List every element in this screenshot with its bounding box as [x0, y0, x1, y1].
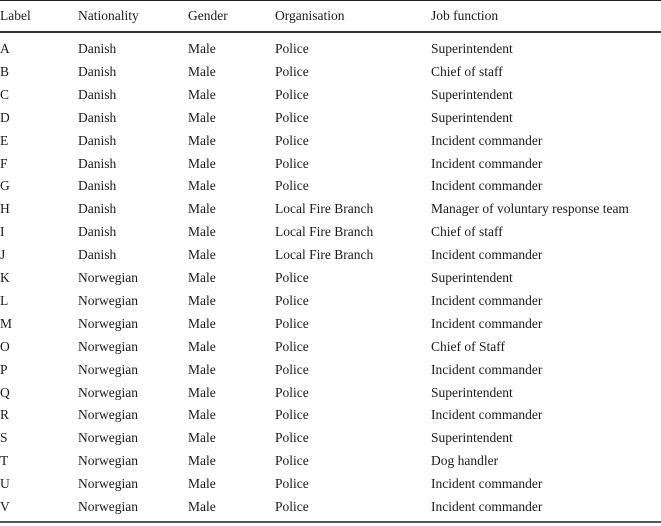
cell-label: L	[0, 292, 9, 308]
cell-gender: Male	[188, 407, 216, 423]
header-row	[0, 7, 661, 30]
cell-label: D	[0, 109, 10, 125]
top-rule	[0, 0, 661, 1]
cell-gender: Male	[188, 178, 216, 194]
cell-nationality: Norwegian	[78, 430, 138, 446]
cell-gender: Male	[188, 86, 216, 102]
cell-label: M	[0, 315, 13, 331]
cell-nationality: Danish	[78, 224, 117, 240]
cell-gender: Male	[188, 361, 216, 377]
cell-gender: Male	[188, 384, 216, 400]
cell-job-function: Incident commander	[431, 178, 543, 194]
cell-nationality: Danish	[78, 201, 117, 217]
cell-job-function: Superintendent	[431, 86, 513, 102]
cell-organisation: Police	[275, 63, 309, 79]
cell-nationality: Danish	[78, 247, 117, 263]
cell-label: V	[0, 499, 10, 514]
cell-job-function: Incident commander	[431, 476, 543, 492]
table-row	[0, 384, 661, 407]
cell-organisation: Police	[275, 384, 309, 400]
table-row	[0, 109, 661, 132]
cell-gender: Male	[188, 132, 216, 148]
cell-job-function: Incident commander	[431, 499, 543, 514]
cell-organisation: Police	[275, 292, 309, 308]
header-organisation: Organisation	[275, 8, 345, 23]
cell-job-function: Manager of voluntary response team	[431, 201, 629, 217]
cell-gender: Male	[188, 247, 216, 263]
cell-nationality: Danish	[78, 178, 117, 194]
cell-organisation: Police	[275, 499, 309, 514]
cell-label: G	[0, 178, 10, 194]
cell-job-function: Incident commander	[431, 361, 543, 377]
cell-organisation: Police	[275, 361, 309, 377]
cell-label: T	[0, 453, 9, 469]
table-row	[0, 452, 661, 475]
cell-gender: Male	[188, 63, 216, 79]
cell-organisation: Police	[275, 270, 309, 285]
cell-label: I	[0, 224, 5, 240]
cell-nationality: Danish	[78, 63, 117, 79]
cell-label: O	[0, 338, 10, 354]
table-row	[0, 132, 661, 155]
cell-organisation: Police	[275, 315, 309, 331]
cell-label: S	[0, 430, 8, 446]
table-row	[0, 429, 661, 452]
header-label: Label	[0, 8, 31, 23]
cell-label: H	[0, 201, 10, 217]
table-row	[0, 315, 661, 338]
cell-nationality: Norwegian	[78, 499, 138, 514]
table-row	[0, 292, 661, 315]
table-row	[0, 361, 661, 384]
header-gender: Gender	[188, 8, 228, 23]
cell-job-function: Chief of staff	[431, 63, 503, 79]
cell-gender: Male	[188, 292, 216, 308]
header-job-function: Job function	[431, 8, 499, 23]
table-row	[0, 475, 661, 498]
cell-label: P	[0, 361, 8, 377]
cell-job-function: Incident commander	[431, 315, 543, 331]
cell-label: Q	[0, 384, 10, 400]
cell-gender: Male	[188, 155, 216, 171]
cell-organisation: Police	[275, 41, 309, 56]
cell-organisation: Police	[275, 132, 309, 148]
cell-organisation: Police	[275, 453, 309, 469]
cell-nationality: Norwegian	[78, 270, 138, 285]
cell-organisation: Police	[275, 86, 309, 102]
header-nationality: Nationality	[78, 8, 139, 23]
cell-label: C	[0, 86, 10, 102]
cell-job-function: Superintendent	[431, 384, 513, 400]
cell-organisation: Police	[275, 338, 309, 354]
table-row	[0, 406, 661, 429]
cell-job-function: Incident commander	[431, 132, 543, 148]
cell-organisation: Police	[275, 178, 309, 194]
cell-organisation: Police	[275, 109, 309, 125]
cell-nationality: Danish	[78, 41, 117, 56]
cell-label: A	[0, 41, 10, 56]
cell-job-function: Incident commander	[431, 247, 543, 263]
bottom-rule	[0, 521, 661, 523]
cell-label: B	[0, 63, 10, 79]
table-row	[0, 155, 661, 178]
cell-gender: Male	[188, 476, 216, 492]
cell-organisation: Local Fire Branch	[275, 247, 374, 263]
table-row	[0, 246, 661, 269]
cell-label: K	[0, 270, 10, 285]
cell-nationality: Danish	[78, 155, 117, 171]
cell-organisation: Local Fire Branch	[275, 224, 374, 240]
cell-gender: Male	[188, 338, 216, 354]
cell-nationality: Norwegian	[78, 453, 138, 469]
cell-nationality: Danish	[78, 86, 117, 102]
cell-gender: Male	[188, 109, 216, 125]
cell-nationality: Norwegian	[78, 476, 138, 492]
cell-gender: Male	[188, 499, 216, 514]
cell-nationality: Norwegian	[78, 407, 138, 423]
cell-gender: Male	[188, 315, 216, 331]
cell-gender: Male	[188, 201, 216, 217]
cell-label: U	[0, 476, 10, 492]
cell-nationality: Danish	[78, 109, 117, 125]
cell-organisation: Police	[275, 155, 309, 171]
cell-job-function: Incident commander	[431, 292, 543, 308]
cell-gender: Male	[188, 430, 216, 446]
cell-job-function: Superintendent	[431, 430, 513, 446]
cell-job-function: Chief of Staff	[431, 338, 505, 354]
cell-nationality: Norwegian	[78, 361, 138, 377]
table-row	[0, 86, 661, 109]
cell-job-function: Superintendent	[431, 109, 513, 125]
cell-job-function: Incident commander	[431, 155, 543, 171]
cell-nationality: Norwegian	[78, 338, 138, 354]
cell-label: F	[0, 155, 8, 171]
table-row	[0, 177, 661, 200]
table-row	[0, 498, 661, 521]
cell-job-function: Superintendent	[431, 270, 513, 285]
cell-organisation: Police	[275, 407, 309, 423]
header-rule	[0, 31, 661, 33]
table-row	[0, 40, 661, 63]
cell-job-function: Dog handler	[431, 453, 499, 469]
table-row	[0, 338, 661, 361]
table-row	[0, 269, 661, 292]
cell-gender: Male	[188, 224, 216, 240]
cell-label: J	[0, 247, 6, 263]
cell-nationality: Norwegian	[78, 384, 138, 400]
cell-organisation: Police	[275, 476, 309, 492]
cell-job-function: Chief of staff	[431, 224, 503, 240]
cell-nationality: Norwegian	[78, 292, 138, 308]
cell-nationality: Danish	[78, 132, 117, 148]
table-row	[0, 223, 661, 246]
cell-job-function: Incident commander	[431, 407, 543, 423]
cell-label: E	[0, 132, 9, 148]
table-row	[0, 63, 661, 86]
cell-organisation: Police	[275, 430, 309, 446]
cell-gender: Male	[188, 41, 216, 56]
cell-organisation: Local Fire Branch	[275, 201, 374, 217]
cell-gender: Male	[188, 270, 216, 285]
table-row	[0, 200, 661, 223]
cell-nationality: Norwegian	[78, 315, 138, 331]
cell-gender: Male	[188, 453, 216, 469]
cell-label: R	[0, 407, 10, 423]
cell-job-function: Superintendent	[431, 41, 513, 56]
